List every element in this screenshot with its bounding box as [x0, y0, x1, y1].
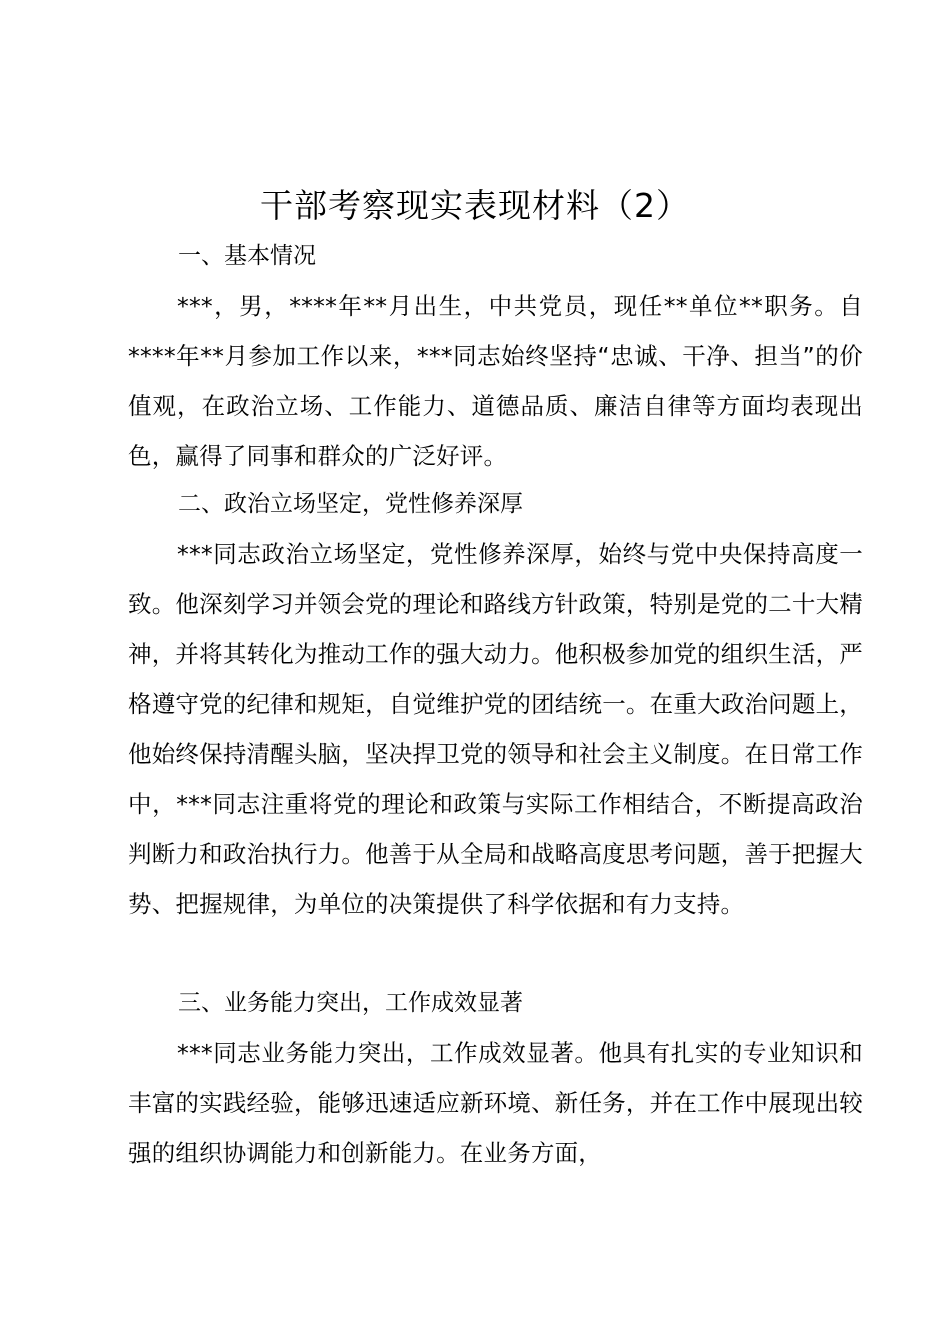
section-paragraph-work-ability: ***同志业务能力突出，工作成效显著。他具有扎实的专业知识和丰富的实践经验，能够迅速适应新环境、新任务，并在工作中展现出较强的组织协调能力和创新能力。在业务方面， — [128, 1039, 863, 1167]
section-paragraph-basic-info: ***，男，****年**月出生，中共党员，现任**单位**职务。自****年**月参加工作以来，***同志始终坚持“忠诚、干净、担当”的价值观，在政治立场、工作能力、道德品质、廉洁自律等方面均表现出色，赢得了同事和群众的广泛好评。 — [128, 292, 863, 470]
section-paragraph-political-stance: ***同志政治立场坚定，党性修养深厚，始终与党中央保持高度一致。他深刻学习并领会党的理论和路线方针政策，特别是党的二十大精神，并将其转化为推动工作的强大动力。他积极参加党的组织生活，严格遵守党的纪律和规矩，自觉维护党的团结统一。在重大政治问题上，他始终保持清醒头脑，坚决捍卫党的领导和社会主义制度。在日常工作中，***同志注重将党的理论和政策与实际工作相结合，不断提高政治判断力和政治执行力。他善于从全局和战略高度思考问题，善于把握大势、把握规律，为单位的决策提供了科学依据和有力支持。 — [128, 540, 863, 918]
section-heading-work-ability: 三、业务能力突出，工作成效显著 — [178, 990, 523, 1016]
section-heading-political-stance: 二、政治立场坚定，党性修养深厚 — [178, 491, 523, 517]
section-heading-basic-info: 一、基本情况 — [178, 243, 316, 269]
document-title: 干部考察现实表现材料（2） — [260, 186, 690, 225]
